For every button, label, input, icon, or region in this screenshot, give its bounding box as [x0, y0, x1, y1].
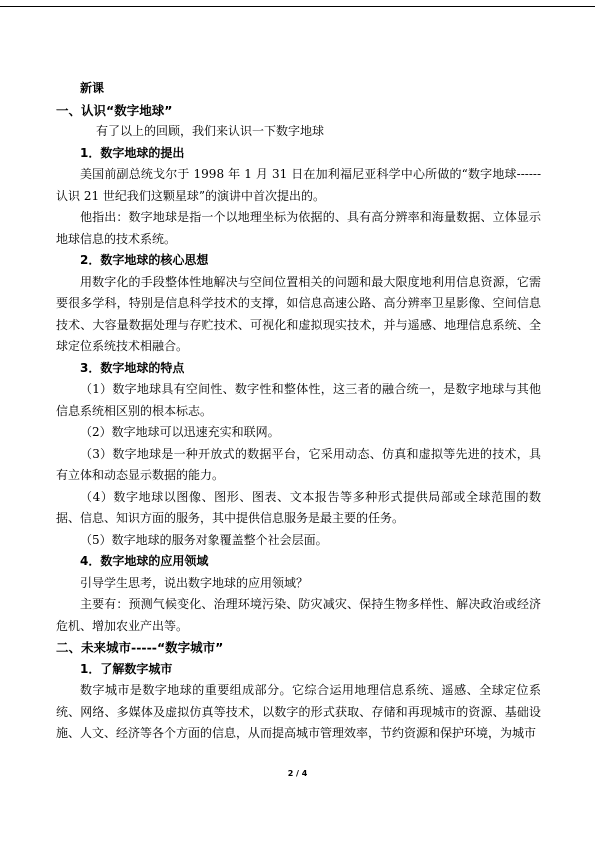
lesson-label: 新课: [80, 81, 105, 95]
feature-item-3: （3）数字地球是一种开放式的数据平台，它采用动态、仿真和虚拟等先进的技术，具有立体和动态显示数据的能力。: [56, 446, 541, 482]
feature-item-5: （5）数字地球的服务对象覆盖整个社会层面。: [80, 532, 328, 547]
section2-sub1-paragraph-1: 数字城市是数字地球的重要组成部分。它综合运用地理信息系统、遥感、全球定位系统、网络、多媒体及虚拟仿真等技术，以数字的形式获取、存储和再现城市的资源、基础设施、人文、经济等各个方面的信息，从而提高城市管理效率，节约资源和保护环境，为城市: [56, 683, 541, 740]
sub2-paragraph-1: 用数字化的手段整体性地解决与空间位置相关的问题和最大限度地利用信息资源，它需要很多学科，特别是信息科学技术的支撑，如信息高速公路、高分辨率卫星影像、空间信息技术、大容量数据处理与存贮技术、可视化和虚拟现实技术，并与遥感、地理信息系统、全球定位系统技术相融合。: [56, 274, 541, 353]
sub4-heading: 4．数字地球的应用领域: [80, 554, 209, 568]
feature-item-4: （4）数字地球以图像、图形、图表、文本报告等多种形式提供局部或全球范围的数据、信息、知识方面的服务，其中提供信息服务是最主要的任务。: [56, 489, 541, 525]
feature-item-1: （1）数字地球具有空间性、数字性和整体性，这三者的融合统一，是数字地球与其他信息系统相区别的根本标志。: [56, 382, 541, 418]
section1-intro: 有了以上的回顾，我们来认识一下数字地球: [96, 124, 325, 138]
feature-item-2: （2）数字地球可以迅速充实和联网。: [80, 425, 280, 439]
sub1-paragraph-1: 美国前副总统戈尔于 1998 年 1 月 31 日在加利福尼亚科学中心所做的“数字地球------认识 21 世纪我们这颗星球”的演讲中首次提出的。: [56, 167, 541, 203]
sub3-heading: 3．数字地球的特点: [80, 360, 185, 375]
document-body: [56, 78, 541, 745]
section2-heading: 二、未来城市-----“数字城市”: [56, 640, 224, 655]
page-number: 2 / 4: [287, 769, 308, 778]
sub2-heading: 2．数字地球的核心思想: [80, 253, 209, 267]
sub4-paragraph-2: 主要有：预测气候变化、治理环境污染、防灾减灾、保持生物多样性、解决政治或经济危机、增加农业产出等。: [56, 597, 541, 633]
sub4-paragraph-1: 引导学生思考，说出数字地球的应用领域？: [80, 575, 309, 590]
sub1-heading: 1．数字地球的提出: [80, 145, 185, 160]
section1-heading: 一、认识“数字地球”: [56, 102, 173, 118]
sub1-paragraph-2: 他指出：数字地球是指一个以地理坐标为依据的、具有高分辨率和海量数据、立体显示地球信息的技术系统。: [56, 210, 541, 246]
section2-sub1-heading: 1．了解数字城市: [80, 661, 173, 676]
header-rule: [0, 6, 595, 7]
